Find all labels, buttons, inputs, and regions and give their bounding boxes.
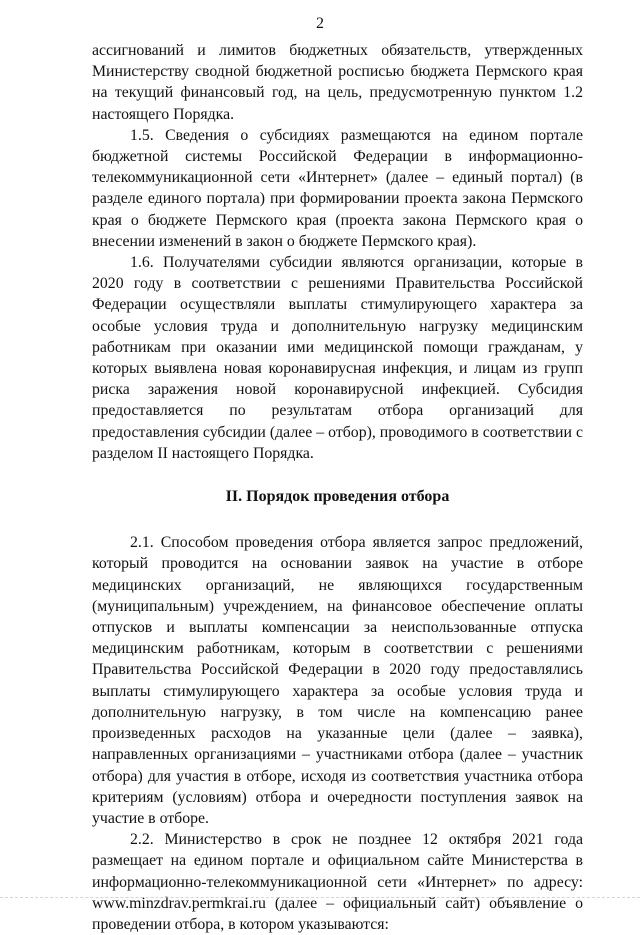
page-number: 2	[316, 15, 324, 32]
scan-edge-artifact	[0, 897, 640, 899]
paragraph-1-5: 1.5. Сведения о субсидиях размещаются на едином портале бюджетной системы Российской Федерации в информационно-телекоммуникационной сети «Интернет» (далее – единый портал) (в разделе единого портала) при формировании проекта закона Пермского края о бюджете Пермского края (проекта закона Пермского края о внесении изменений в закон о бюджете Пермского края).	[92, 126, 583, 250]
paragraph-continuation: ассигнований и лимитов бюджетных обязательств, утвержденных Министерству сводной бюджетной росписью бюджета Пермского края на текущий финансовый год, на цель, предусмотренную пунктом 1.2 настоящего Порядка.	[92, 42, 583, 123]
section-heading: II. Порядок проведения отбора	[225, 488, 450, 506]
document-body	[92, 40, 583, 935]
paragraph-2-1: 2.1. Способом проведения отбора является запрос предложений, который проводится на основании заявок на участие в отборе медицинских организаций, не являющихся государственным (муниципальным) учреждением, на финансовое обеспечение оплаты отпусков и выплаты компенсации за неиспользованные отпуска медицинским работникам, которым в соответствии с решениями Правительства Российской Федерации в 2020 году предоставлялись выплаты стимулирующего характера за особые условия труда и дополнительную нагрузку, в том числе на компенсацию ранее произведенных расходов на указанные цели (далее – заявка), направленных организациями – участниками отбора (далее – участник отбора) для участия в отборе, исходя из соответствия участника отбора критериям (условиям) отбора и очередности поступления заявок на участие в отборе.	[92, 534, 583, 827]
paragraph-1-6: 1.6. Получателями субсидии являются организации, которые в 2020 году в соответствии с решениями Правительства Российской Федерации осуществляли выплаты стимулирующего характера за особые условия труда и дополнительную нагрузку медицинским работникам при оказании ими медицинской помощи гражданам, у которых выявлена новая коронавирусная инфекция, и лицам из групп риска заражения новой коронавирусной инфекцией. Субсидия предоставляется по результатам отбора организаций для предоставления субсидии (далее – отбор), проводимого в соответствии с разделом II настоящего Порядка.	[92, 254, 583, 462]
paragraph-2-2: 2.2. Министерство в срок не позднее 12 октября 2021 года размещает на едином портале и официальном сайте Министерства в информационно-телекоммуникационной сети «Интернет» по адресу: www.minzdrav.permkrai.ru (далее – официальный сайт) объявление о проведении отбора, в котором указываются:	[92, 831, 583, 933]
